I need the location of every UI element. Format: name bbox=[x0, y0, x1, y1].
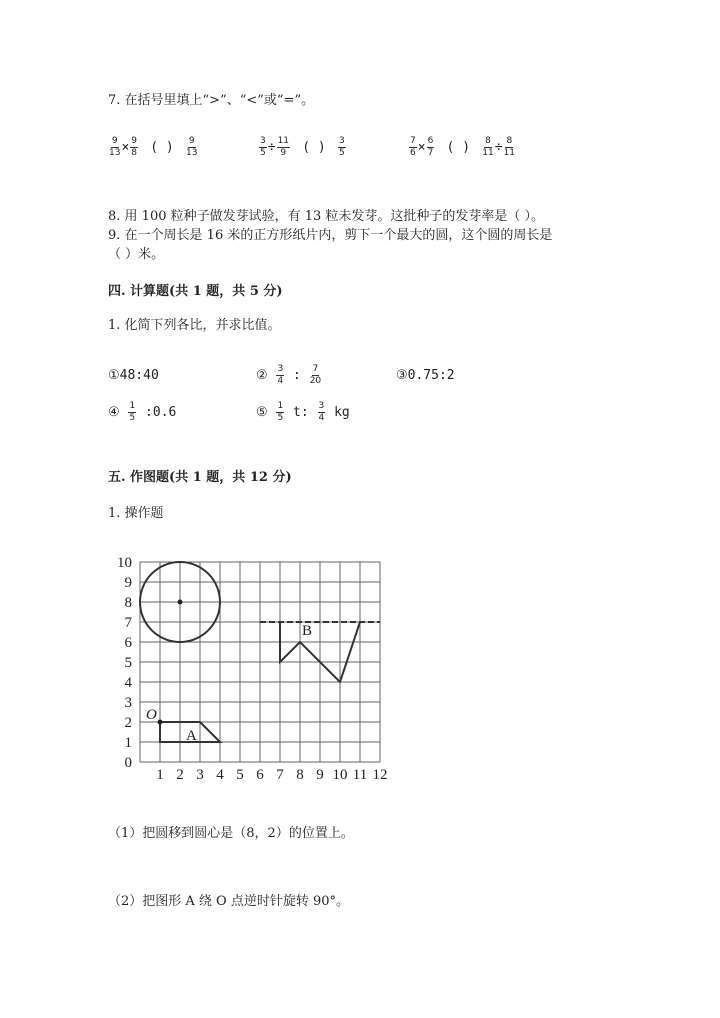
ratio-item-1: ①48:40 bbox=[108, 368, 159, 383]
x-tick-label: 8 bbox=[296, 767, 304, 783]
point-o-label: O bbox=[146, 707, 157, 723]
q7-item-1: $\frac{9}{13}$ × $\frac{9}{8}$ ( ) $\frac{9}{13}$ bbox=[109, 136, 198, 158]
section5-q1: 1. 操作题 bbox=[108, 506, 164, 521]
x-tick-label: 6 bbox=[256, 767, 264, 783]
y-tick-label: 10 bbox=[117, 555, 132, 571]
ratio-item-4: ④ $\frac{1}{5}$ :0.6 bbox=[108, 401, 177, 423]
y-tick-label: 3 bbox=[124, 695, 132, 711]
ratio-item-2: ② $\frac{3}{4}$ : $\frac{7}{20}$ bbox=[256, 364, 322, 386]
x-tick-label: 7 bbox=[276, 767, 284, 783]
x-tick-label: 2 bbox=[176, 767, 184, 783]
x-tick-label: 4 bbox=[216, 767, 224, 783]
y-tick-label: 1 bbox=[124, 735, 132, 751]
x-tick-label: 9 bbox=[316, 767, 324, 783]
answer-blank[interactable]: ( ) bbox=[302, 140, 326, 155]
y-tick-label: 8 bbox=[124, 595, 132, 611]
grid-figure bbox=[108, 545, 398, 785]
y-tick-label: 0 bbox=[124, 755, 132, 771]
sub-question-1: （1）把圆移到圆心是（8，2）的位置上。 bbox=[108, 826, 354, 841]
answer-blank[interactable]: ( ) bbox=[446, 140, 471, 155]
x-tick-label: 11 bbox=[352, 767, 368, 783]
answer-blank[interactable]: ( ) bbox=[150, 140, 174, 155]
x-tick-label: 12 bbox=[372, 767, 388, 783]
y-tick-label: 6 bbox=[124, 635, 132, 651]
section4-q1: 1. 化简下列各比，并求比值。 bbox=[108, 318, 281, 333]
section5-heading: 五. 作图题(共 1 题，共 12 分) bbox=[108, 470, 292, 485]
section4-heading: 四. 计算题(共 1 题，共 5 分) bbox=[108, 284, 283, 299]
ratio-item-5: ⑤ $\frac{1}{5}$ t: $\frac{3}{4}$ kg bbox=[256, 401, 350, 423]
y-tick-label: 9 bbox=[124, 575, 132, 591]
q8-text: 8. 用 100 粒种子做发芽试验，有 13 粒未发芽。这批种子的发芽率是（ ）。 bbox=[108, 209, 545, 224]
y-tick-label: 7 bbox=[124, 615, 132, 631]
q9-text: 9. 在一个周长是 16 米的正方形纸片内，剪下一个最大的圆，这个圆的周长是 bbox=[108, 228, 553, 243]
q7-title: 7. 在括号里填上“>”、“<”或“=”。 bbox=[108, 93, 315, 108]
shape-b-label: B bbox=[302, 623, 313, 639]
ratio-item-3: ③0.75:2 bbox=[396, 368, 455, 383]
y-tick-label: 2 bbox=[124, 715, 132, 731]
y-tick-label: 4 bbox=[124, 675, 132, 691]
circle-center-dot bbox=[178, 600, 183, 605]
x-tick-label: 10 bbox=[332, 767, 348, 783]
q7-item-3: $\frac{7}{6}$ × $\frac{6}{7}$ ( ) $\frac{8}{11}$ ÷ $\frac{8}{11}$ bbox=[410, 136, 516, 158]
x-tick-label: 3 bbox=[196, 767, 204, 783]
x-tick-label: 1 bbox=[156, 767, 164, 783]
x-tick-label: 5 bbox=[236, 767, 244, 783]
sub-question-2: （2）把图形 A 绕 O 点逆时针旋转 90°。 bbox=[108, 894, 350, 909]
q9-text-cont: （ ）米。 bbox=[108, 247, 165, 262]
q7-item-2: $\frac{3}{5}$ ÷ $\frac{11}{9}$ ( ) $\frac{3}{5}$ bbox=[260, 136, 345, 158]
shape-a-label: A bbox=[186, 728, 197, 744]
point-o-dot bbox=[158, 720, 163, 725]
y-tick-label: 5 bbox=[124, 655, 132, 671]
